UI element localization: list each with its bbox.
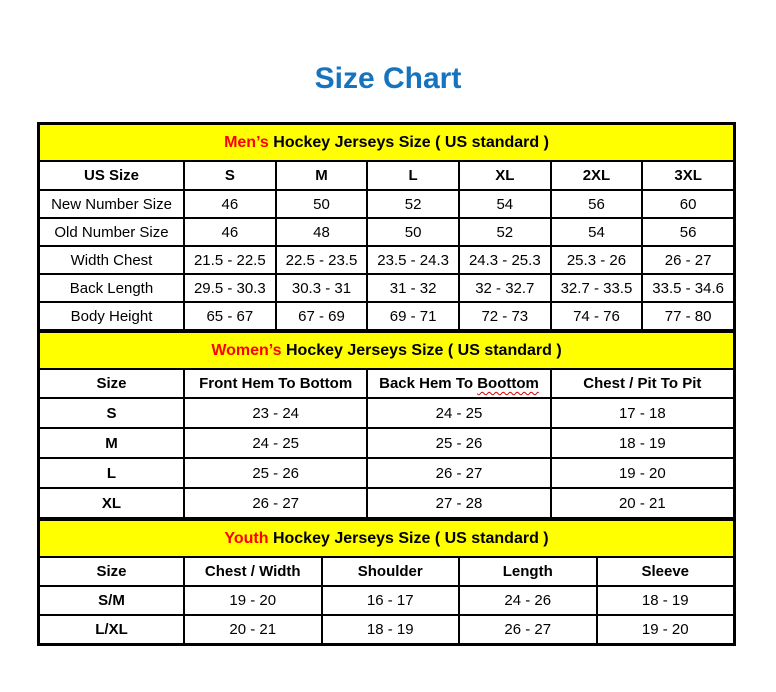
youth-size-table	[38, 519, 735, 645]
cell: 22.5 - 23.5	[276, 246, 368, 274]
cell: 19 - 20	[551, 458, 734, 488]
mens-col-header: S	[184, 161, 276, 190]
table-row	[39, 190, 734, 218]
mens-heading-accent: Men’s	[224, 133, 269, 151]
table-row	[39, 615, 734, 644]
youth-heading-rest: Hockey Jerseys Size ( US standard )	[268, 529, 549, 547]
cell: 25.3 - 26	[551, 246, 643, 274]
row-label: Back Length	[39, 274, 184, 302]
womens-col-header: Chest / Pit To Pit	[551, 369, 734, 398]
cell: 65 - 67	[184, 302, 276, 330]
cell: 25 - 26	[184, 458, 367, 488]
cell: 19 - 20	[184, 586, 322, 615]
table-row	[39, 398, 734, 428]
womens-col-header: Size	[39, 369, 184, 398]
cell: 50	[367, 218, 459, 246]
youth-header-row	[39, 557, 734, 586]
table-row	[39, 586, 734, 615]
cell: 23 - 24	[184, 398, 367, 428]
cell: 56	[642, 218, 734, 246]
cell: 60	[642, 190, 734, 218]
cell: 24 - 26	[459, 586, 597, 615]
youth-col-header: Chest / Width	[184, 557, 322, 586]
table-row	[39, 246, 734, 274]
mens-size-table	[38, 123, 735, 331]
mens-col-header: 2XL	[551, 161, 643, 190]
mens-col-header: 3XL	[642, 161, 734, 190]
youth-col-header: Shoulder	[322, 557, 460, 586]
cell: 20 - 21	[551, 488, 734, 518]
cell: 74 - 76	[551, 302, 643, 330]
size-chart-tables	[37, 122, 736, 646]
youth-col-header: Length	[459, 557, 597, 586]
table-row	[39, 488, 734, 518]
cell: 18 - 19	[597, 586, 735, 615]
cell: 72 - 73	[459, 302, 551, 330]
cell: 21.5 - 22.5	[184, 246, 276, 274]
mens-col-header: M	[276, 161, 368, 190]
mens-col-header: US Size	[39, 161, 184, 190]
cell: 19 - 20	[597, 615, 735, 644]
youth-col-header: Sleeve	[597, 557, 735, 586]
mens-col-header: L	[367, 161, 459, 190]
cell: 32 - 32.7	[459, 274, 551, 302]
cell: 77 - 80	[642, 302, 734, 330]
table-row	[39, 428, 734, 458]
row-label: Width Chest	[39, 246, 184, 274]
cell: 27 - 28	[367, 488, 550, 518]
row-label: M	[39, 428, 184, 458]
cell: 52	[459, 218, 551, 246]
womens-header-row	[39, 369, 734, 398]
cell: 33.5 - 34.6	[642, 274, 734, 302]
mens-col-header: XL	[459, 161, 551, 190]
womens-section-heading	[39, 332, 734, 369]
cell: 50	[276, 190, 368, 218]
youth-heading-accent: Youth	[224, 529, 269, 547]
womens-col-header: Front Hem To Bottom	[184, 369, 367, 398]
row-label: New Number Size	[39, 190, 184, 218]
table-row	[39, 458, 734, 488]
row-label: S/M	[39, 586, 184, 615]
cell: 26 - 27	[367, 458, 550, 488]
row-label: L	[39, 458, 184, 488]
cell: 26 - 27	[459, 615, 597, 644]
table-row	[39, 274, 734, 302]
womens-col-header	[367, 369, 550, 398]
mens-header-row	[39, 161, 734, 190]
cell: 56	[551, 190, 643, 218]
cell: 16 - 17	[322, 586, 460, 615]
page-title: Size Chart	[314, 62, 462, 95]
table-row	[39, 218, 734, 246]
cell: 18 - 19	[551, 428, 734, 458]
cell: 20 - 21	[184, 615, 322, 644]
back-hem-misspelled-word: Boottom	[477, 375, 539, 392]
cell: 32.7 - 33.5	[551, 274, 643, 302]
womens-heading-rest: Hockey Jerseys Size ( US standard )	[281, 341, 562, 359]
row-label: Old Number Size	[39, 218, 184, 246]
youth-section-heading	[39, 520, 734, 557]
cell: 17 - 18	[551, 398, 734, 428]
cell: 26 - 27	[642, 246, 734, 274]
cell: 46	[184, 190, 276, 218]
cell: 46	[184, 218, 276, 246]
cell: 52	[367, 190, 459, 218]
mens-heading-rest: Hockey Jerseys Size ( US standard )	[268, 133, 549, 151]
row-label: XL	[39, 488, 184, 518]
back-hem-label-prefix: Back Hem To	[379, 375, 478, 392]
cell: 24 - 25	[367, 398, 550, 428]
row-label: S	[39, 398, 184, 428]
cell: 48	[276, 218, 368, 246]
cell: 25 - 26	[367, 428, 550, 458]
cell: 31 - 32	[367, 274, 459, 302]
row-label: Body Height	[39, 302, 184, 330]
womens-size-table	[38, 331, 735, 519]
cell: 24 - 25	[184, 428, 367, 458]
womens-section-band	[39, 332, 734, 369]
mens-section-heading	[39, 124, 734, 161]
womens-heading-accent: Women’s	[211, 341, 282, 359]
youth-section-band	[39, 520, 734, 557]
cell: 67 - 69	[276, 302, 368, 330]
row-label: L/XL	[39, 615, 184, 644]
cell: 69 - 71	[367, 302, 459, 330]
cell: 18 - 19	[322, 615, 460, 644]
table-row	[39, 302, 734, 330]
youth-col-header: Size	[39, 557, 184, 586]
cell: 24.3 - 25.3	[459, 246, 551, 274]
cell: 26 - 27	[184, 488, 367, 518]
cell: 30.3 - 31	[276, 274, 368, 302]
cell: 54	[551, 218, 643, 246]
cell: 29.5 - 30.3	[184, 274, 276, 302]
cell: 54	[459, 190, 551, 218]
mens-section-band	[39, 124, 734, 161]
cell: 23.5 - 24.3	[367, 246, 459, 274]
